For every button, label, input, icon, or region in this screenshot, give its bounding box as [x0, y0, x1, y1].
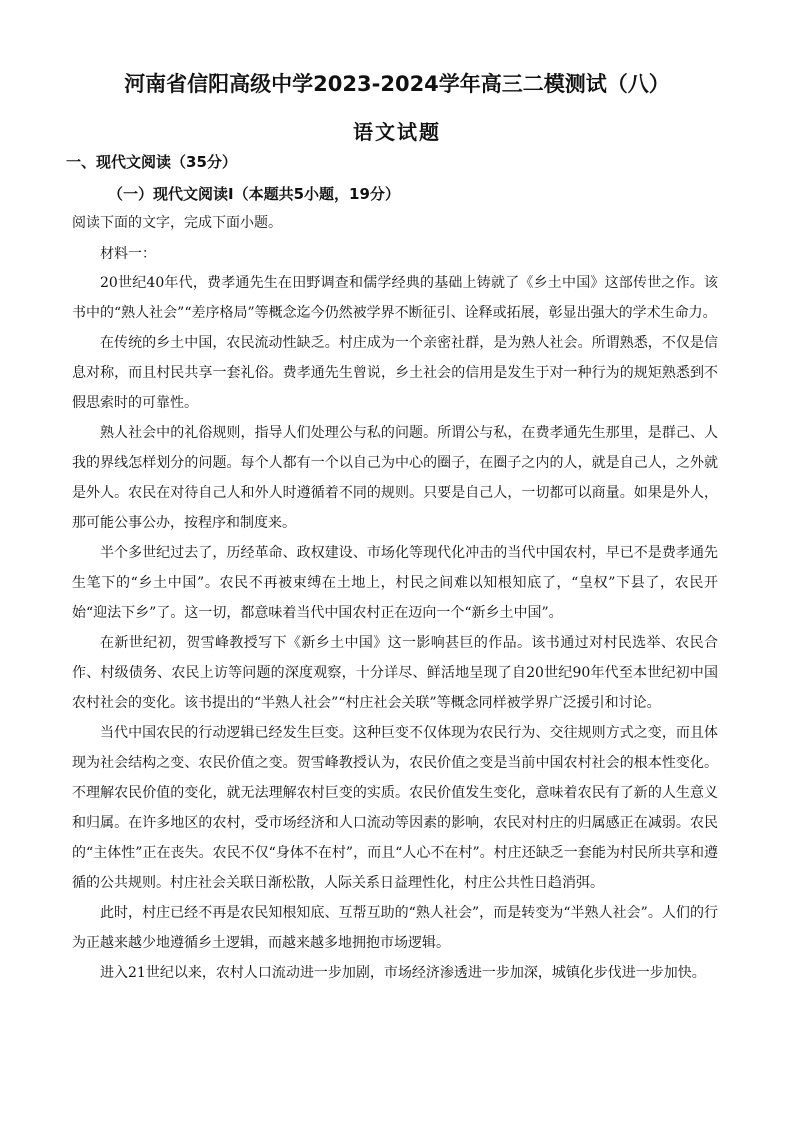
paragraph: 进入21世纪以来，农村人口流动进一步加剧，市场经济渗透进一步加深，城镇化步伐进一步加快。 [100, 965, 706, 981]
document-subtitle: 语文试题 [353, 120, 441, 144]
passage-body [72, 268, 718, 988]
section-heading: 一、现代文阅读（35分） [66, 153, 237, 171]
document-title: 河南省信阳高级中学2023-2024学年高三二模测试（八） [124, 72, 670, 96]
paragraph: 在传统的乡土中国，农民流动性缺乏。村庄成为一个亲密社群，是为熟人社会。所谓熟悉，不仅是信息对称，而且村民共享一套礼俗。费孝通先生曾说，乡土社会的信用是发生于对一种行为的规矩熟悉到不假思索时的可靠性。 [72, 335, 718, 411]
paragraph: 此时，村庄已经不再是农民知根知底、互帮互助的“熟人社会”，而是转变为“半熟人社会”。人们的行为正越来越少地遵循乡土逻辑，而越来越多地拥抱市场逻辑。 [72, 905, 718, 951]
paragraph: 当代中国农民的行动逻辑已经发生巨变。这种巨变不仅体现为农民行为、交往规则方式之变，而且体现为社会结构之变、农民价值之变。贺雪峰教授认为，农民价值之变是当前中国农村社会的根本性变化。不理解农民价值的变化，就无法理解农村巨变的实质。农民价值发生变化，意味着农民有了新的人生意义和归属。在许多地区的农村，受市场经济和人口流动等因素的影响，农民对村庄的归属感正在减弱。农民的“主体性”正在丧失。农民不仅“身体不在村”，而且“人心不在村”。村庄还缺乏一套能为村民所共享和遵循的公共规则。村庄社会关联日渐松散，人际关系日益理性化，村庄公共性日趋消弭。 [72, 725, 718, 891]
paragraph: 20世纪40年代，费孝通先生在田野调查和儒学经典的基础上铸就了《乡土中国》这部传世之作。该书中的“熟人社会”“差序格局”等概念迄今仍然被学界不断征引、诠释或拓展，彰显出强大的学术生命力。 [72, 275, 718, 321]
paragraph: 半个多世纪过去了，历经革命、政权建设、市场化等现代化冲击的当代中国农村，早已不是费孝通先生笔下的“乡土中国”。农民不再被束缚在土地上，村民之间难以知根知底了，“皇权”下县了，农民开始“迎法下乡”了。这一切，都意味着当代中国农村正在迈向一个“新乡土中国”。 [72, 545, 718, 621]
reading-instruction: 阅读下面的文字，完成下面小题。 [72, 215, 282, 231]
paragraph: 熟人社会中的礼俗规则，指导人们处理公与私的问题。所谓公与私，在费孝通先生那里，是群己、人我的界线怎样划分的问题。每个人都有一个以自己为中心的圈子，在圈子之内的人，就是自己人，之外就是外人。农民在对待自己人和外人时遵循着不同的规则。只要是自己人，一切都可以商量。如果是外人，那可能公事公办，按程序和制度来。 [72, 425, 718, 531]
subsection-heading: （一）现代文阅读Ⅰ（本题共5小题，19分） [108, 185, 400, 203]
material-label: 材料一： [100, 246, 156, 262]
paragraph: 在新世纪初，贺雪峰教授写下《新乡土中国》这一影响甚巨的作品。该书通过对村民选举、农民合作、村级债务、农民上访等问题的深度观察，十分详尽、鲜活地呈现了自20世纪90年代至本世纪初中国农村社会的变化。该书提出的“半熟人社会”“村庄社会关联”等概念同样被学界广泛援引和讨论。 [72, 635, 718, 711]
